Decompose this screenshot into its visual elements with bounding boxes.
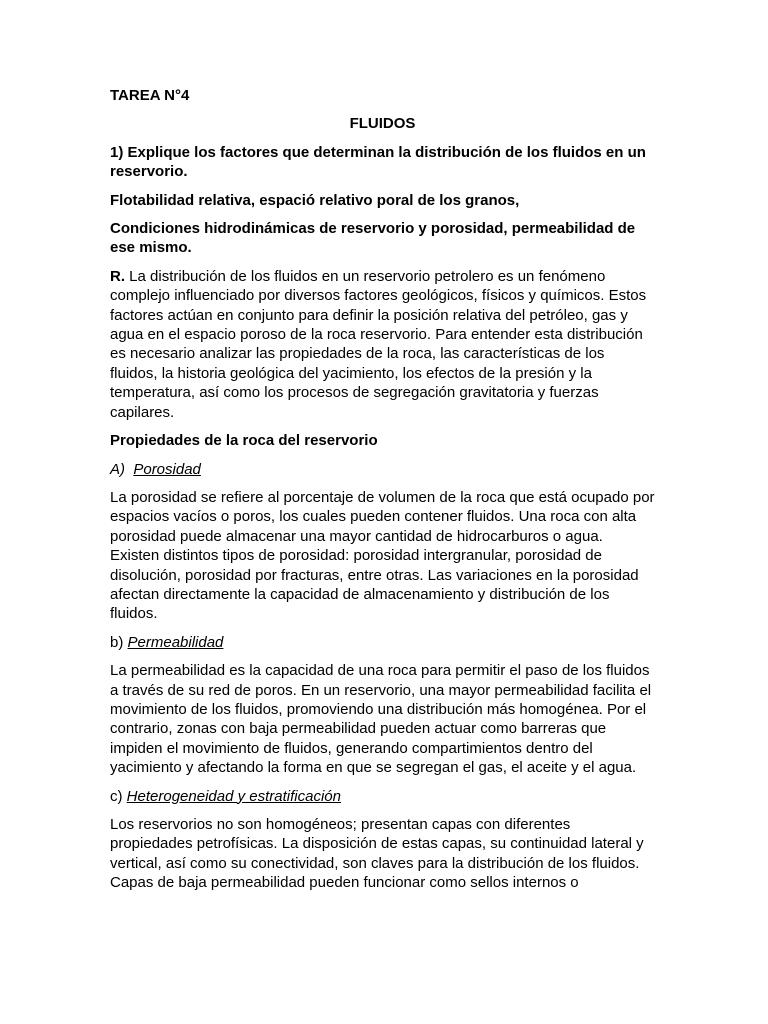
subsection-title: Permeabilidad	[127, 633, 224, 651]
factors-line-1: Flotabilidad relativa, espació relativo poral de los granos,	[110, 191, 520, 209]
subsection-label: A)	[110, 460, 125, 478]
subsection-heading-porosidad	[110, 460, 655, 479]
document-page	[110, 86, 655, 902]
porosidad-paragraph: La porosidad se refiere al porcentaje de volumen de la roca que está ocupado por espacios vacíos o poros, los cuales pueden contener fluidos. Una roca con alta porosidad puede almacenar una mayor cantidad de hidrocarburos o agua. Existen distintos tipos de porosidad: porosidad intergranular, porosidad de disolución, porosidad por fracturas, entre otras. Las variaciones en la porosidad afectan directamente la capacidad de almacenamiento y distribución de los fluidos.	[110, 488, 655, 623]
question-text: 1) Explique los factores que determinan la distribución de los fluidos en un reservorio.	[110, 143, 646, 181]
subsection-title: Porosidad	[133, 460, 201, 478]
document-title: FLUIDOS	[349, 115, 416, 133]
subsection-label: c)	[110, 787, 123, 805]
subsection-label: b)	[110, 633, 124, 651]
answer-paragraph	[110, 267, 655, 422]
subsection-heading-permeabilidad	[110, 633, 655, 652]
factors-line-2: Condiciones hidrodinámicas de reservorio y porosidad, permeabilidad de ese mismo.	[110, 220, 636, 257]
permeabilidad-paragraph: La permeabilidad es la capacidad de una roca para permitir el paso de los fluidos a través de su red de poros. En un reservorio, una mayor permeabilidad facilita el movimiento de los fluidos, promoviendo una distribución más homogénea. Por el contrario, zonas con baja permeabilidad pueden actuar como barreras que impiden el movimiento de fluidos, generando compartimientos dentro del yacimiento y afectando la forma en que se segregan el gas, el aceite y el agua.	[110, 662, 652, 777]
answer-text: La distribución de los fluidos en un reservorio petrolero es un fenómeno complejo influenciado por diversos factores geológicos, físicos y químicos. Estos factores actúan en conjunto para definir la posición relativa del petróleo, gas y agua en el espacio poroso de la roca reservorio. Para entender esta distribución es necesario analizar las propiedades de la roca, las características de los fluidos, la historia geológica del yacimiento, los efectos de la presión y la temperatura, así como los procesos de segregación gravitatoria y fuerzas capilares.	[110, 267, 647, 421]
heterogeneidad-paragraph: Los reservorios no son homogéneos; presentan capas con diferentes propiedades petrofísicas. La disposición de estas capas, su continuidad lateral y vertical, así como su conectividad, son claves para la distribución de los fluidos. Capas de baja permeabilidad pueden funcionar como sellos internos o	[110, 816, 644, 892]
subsection-heading-heterogeneidad	[110, 787, 655, 806]
subsection-title: Heterogeneidad y estratificación	[126, 787, 341, 805]
answer-label: R.	[110, 267, 125, 285]
section-heading: Propiedades de la roca del reservorio	[110, 432, 378, 450]
task-number: TAREA N°4	[110, 87, 190, 104]
